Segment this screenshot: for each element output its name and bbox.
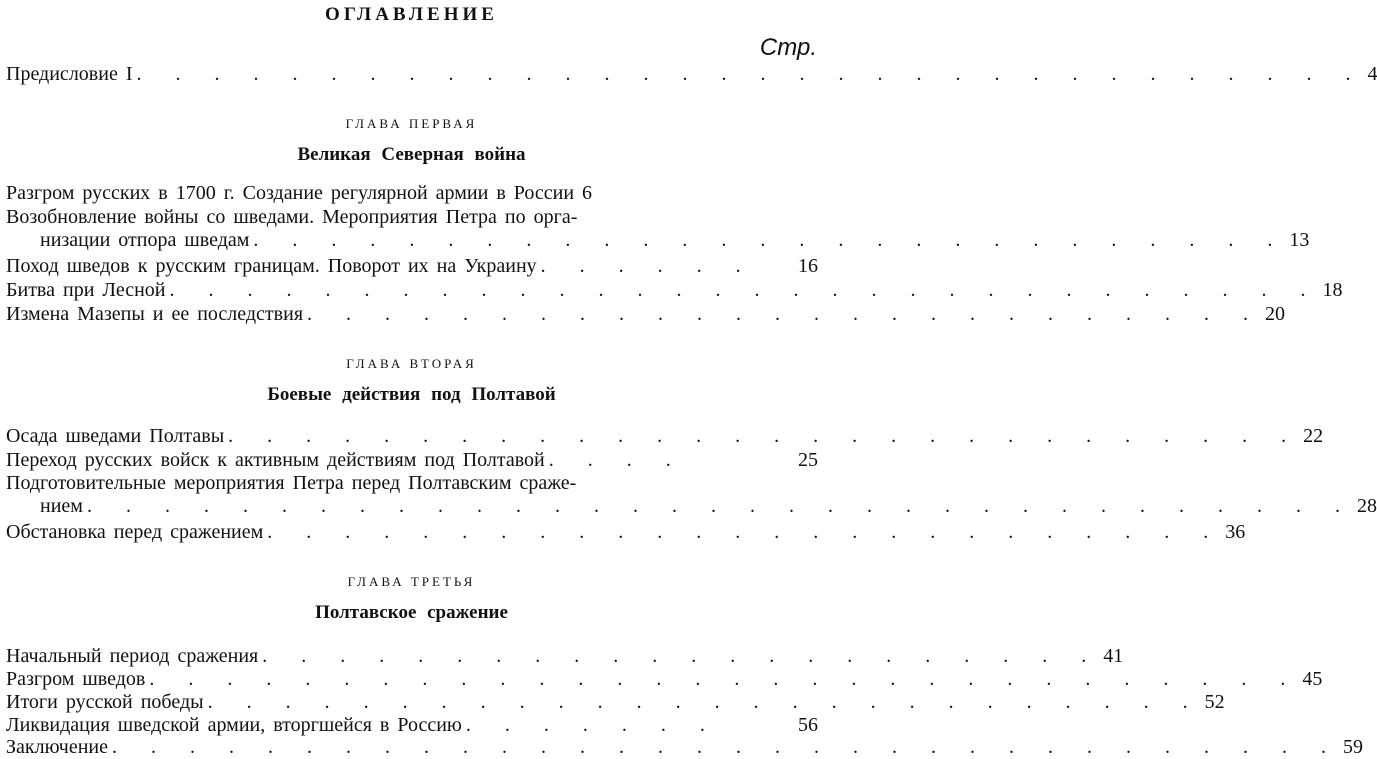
chapter-3-label: ГЛАВА ТРЕТЬЯ xyxy=(347,574,476,589)
leader-dots: . . . . . . . . . . . . . . . . . . . . . . . . . . . . . . xyxy=(149,668,1299,690)
chapter-1-label: ГЛАВА ПЕРВАЯ xyxy=(345,116,478,131)
entry-page: 59 xyxy=(1343,736,1363,758)
toc-entry-1-2-line1[interactable]: Возобновление войны со шведами. Мероприятия Петра по орга- xyxy=(6,206,578,228)
leader-dots: . . . . . . . . . . . . . . . . . . . . . . . . . . . . . . xyxy=(169,279,1319,301)
leader-dots: . . . . . . . . . . . . . . . . . . . . . . . . . . . . . . . . . xyxy=(86,495,1353,517)
leader-dots: . . . . . . . . . . . . . . . . . . . . . . . . . xyxy=(307,303,1262,325)
toc-entry-1-3[interactable] xyxy=(6,254,818,278)
entry-text: Обстановка перед сражением xyxy=(6,521,264,543)
toc-entry-1-2[interactable] xyxy=(40,228,1310,252)
entry-text: Поход шведов к русским границам. Поворот их на Украину xyxy=(6,255,537,277)
entry-text: Итоги русской победы xyxy=(6,691,204,713)
entry-page: 36 xyxy=(1225,521,1246,543)
toc-entry-preface[interactable] xyxy=(6,62,1377,86)
leader-dots: . . . . . . . . . . . . . . . . . . . . . . xyxy=(262,645,1100,667)
toc-entry-2-2[interactable] xyxy=(6,448,818,472)
entry-page: 22 xyxy=(1303,425,1324,447)
leader-dots: . . . . . . . . . . . . . . . . . . . . . . . . . . . xyxy=(253,229,1286,251)
toc-entry-1-4[interactable] xyxy=(6,278,1343,302)
entry-text: Заключение xyxy=(6,736,108,758)
toc-entry-1-5[interactable] xyxy=(6,302,1286,326)
leader-dots: . . . . . . . . . . . . . . . . . . . . . . . . . . . . . . . . xyxy=(112,736,1339,758)
chapter-2-title: Боевые действия под Полтавой xyxy=(267,384,556,405)
toc-entry-3-1[interactable] xyxy=(6,644,1124,668)
leader-dots: . . . . . . . . . . . . . . . . . . . . . . . . . . . . . . . . xyxy=(136,63,1364,85)
leader-dots: . . . . . . . . . . . . . . . . . . . . . . . . . . . . xyxy=(228,425,1300,447)
toc-entry-1-1[interactable]: Разгром русских в 1700 г. Создание регулярной армии в России 6 xyxy=(6,182,593,204)
chapter-3-title: Полтавское сражение xyxy=(315,602,508,623)
entry-page: 18 xyxy=(1322,279,1343,301)
chapter-1-title: Великая Северная война xyxy=(297,144,526,165)
toc-entry-3-4[interactable] xyxy=(6,713,818,737)
entry-text: Ликвидация шведской армии, вторгшейся в Россию xyxy=(6,714,462,736)
entry-page: 13 xyxy=(1289,229,1310,251)
toc-entry-3-3[interactable] xyxy=(6,690,1225,714)
entry-text: нием xyxy=(40,495,83,517)
entry-text: Переход русских войск к активным действиям под Полтавой xyxy=(6,449,545,471)
leader-dots: . . . . . . . xyxy=(465,714,718,736)
toc-entry-2-1[interactable] xyxy=(6,424,1324,448)
toc-entry-2-4[interactable] xyxy=(6,520,1246,544)
leader-dots: . . . . xyxy=(548,449,684,471)
entry-text: Битва при Лесной xyxy=(6,279,166,301)
toc-entry-2-3-line1[interactable]: Подготовительные мероприятия Петра перед Полтавским сраже- xyxy=(6,472,577,494)
leader-dots: . . . . . . xyxy=(540,255,754,277)
leader-dots: . . . . . . . . . . . . . . . . . . . . . . . . . . xyxy=(207,691,1201,713)
entry-text: Измена Мазепы и ее последствия xyxy=(6,303,304,325)
entry-page: 16 xyxy=(798,255,818,277)
entry-page: 41 xyxy=(1103,645,1124,667)
leader-dots: . . . . . . . . . . . . . . . . . . . . . . . . . xyxy=(267,521,1222,543)
entry-page: 56 xyxy=(798,714,818,736)
entry-text: низации отпора шведам xyxy=(40,229,250,251)
entry-text: Начальный период сражения xyxy=(6,645,259,667)
entry-text: Разгром шведов xyxy=(6,668,146,690)
entry-text: Предисловие I xyxy=(6,63,133,85)
toc-entry-2-3[interactable] xyxy=(40,494,1377,518)
entry-page: 45 xyxy=(1302,668,1323,690)
chapter-2-label: ГЛАВА ВТОРАЯ xyxy=(346,356,477,371)
entry-page: 4 xyxy=(1367,63,1377,85)
entry-page: 28 xyxy=(1356,495,1377,517)
toc-entry-3-2[interactable] xyxy=(6,667,1323,691)
entry-page: 20 xyxy=(1265,303,1286,325)
entry-text: Осада шведами Полтавы xyxy=(6,425,225,447)
entry-page: 52 xyxy=(1204,691,1225,713)
entry-page: 25 xyxy=(798,449,818,471)
page-column-label: Стр. xyxy=(759,34,817,61)
toc-entry-3-5[interactable] xyxy=(6,735,1363,759)
toc-title: ОГЛАВЛЕНИЕ xyxy=(325,4,498,25)
